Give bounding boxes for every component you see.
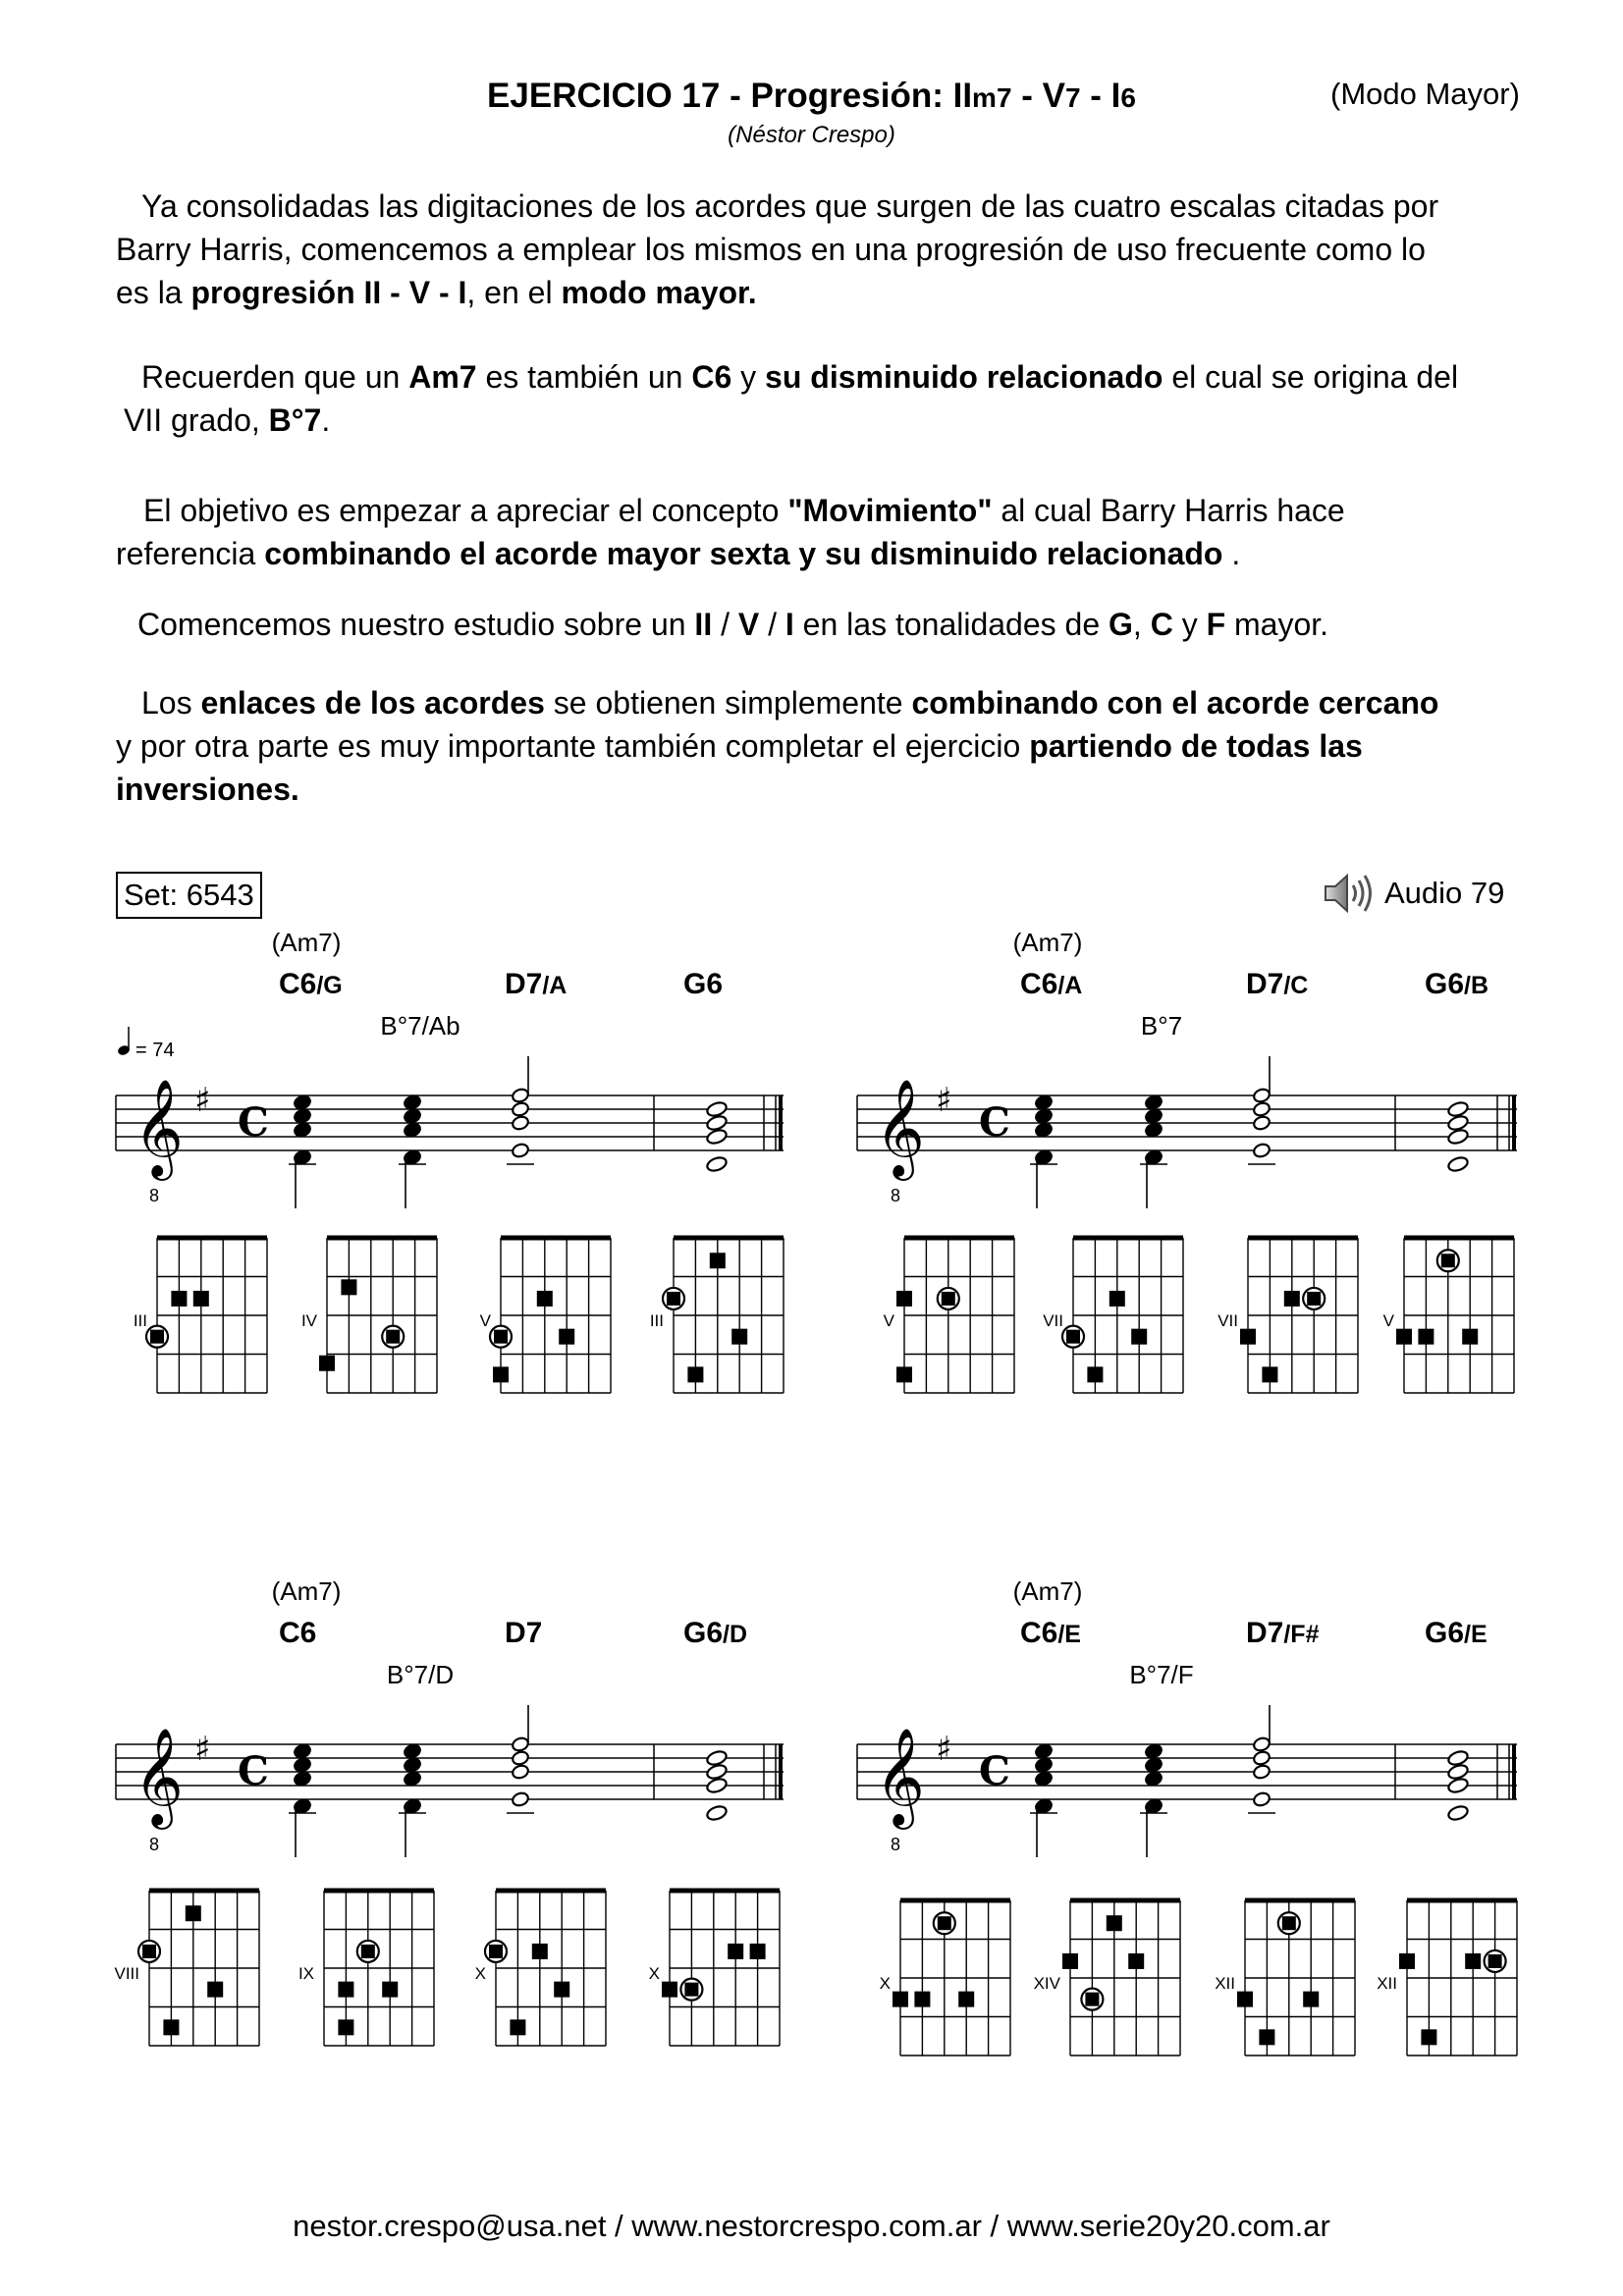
finger-dot (537, 1291, 553, 1307)
note-head (403, 1095, 421, 1111)
note-head (293, 1743, 311, 1760)
finger-dot (1085, 1993, 1099, 2006)
finger-dot (142, 1945, 156, 1958)
title-v: - V (1011, 77, 1065, 115)
octave-mark: 8 (149, 1835, 160, 1854)
note-head (1144, 1095, 1163, 1111)
bold-text: modo mayor. (561, 275, 757, 310)
finger-dot (1066, 1330, 1080, 1344)
note-head (706, 1777, 729, 1794)
bold-text: "Movimiento" (787, 493, 993, 528)
finger-dot (896, 1291, 912, 1307)
chord-alt-label: (Am7) (271, 1576, 342, 1606)
finger-dot (1062, 1953, 1078, 1969)
note-head (403, 1757, 421, 1774)
footer-links[interactable]: nestor.crespo@usa.net / www.nestorcrespo.com.ar / www.serie20y20.com.ar (293, 2209, 1330, 2243)
sharp-icon: ♯ (936, 1730, 952, 1769)
chord-diagram (1217, 1238, 1358, 1393)
chord-label (1425, 968, 1488, 1000)
finger-dot (559, 1329, 574, 1345)
finger-dot (1488, 1954, 1502, 1968)
sharp-icon: ♯ (936, 1081, 952, 1120)
note-head (293, 1771, 311, 1788)
finger-dot (710, 1253, 726, 1268)
fret-number: X (474, 1964, 486, 1984)
finger-dot (914, 1992, 930, 2007)
note-head (1034, 1743, 1053, 1760)
fret-number: V (883, 1311, 894, 1331)
music-system (116, 928, 784, 1208)
finger-dot (687, 1366, 703, 1382)
note-head (1144, 1743, 1163, 1760)
note-head (1447, 1749, 1470, 1767)
finger-dot (1237, 1992, 1253, 2007)
note-head (1252, 1750, 1271, 1767)
bold-text: progresión II - V - I (190, 275, 467, 310)
chord-label (683, 968, 723, 1000)
chord-root: C6 (1020, 968, 1058, 1000)
note-head (1252, 1736, 1271, 1753)
bold-text: G (1109, 607, 1133, 642)
music-system (857, 1576, 1517, 1857)
note-head (511, 1750, 529, 1767)
finger-dot (207, 1982, 223, 1998)
chord-root: G6 (1425, 1617, 1465, 1649)
audio-label: Audio 79 (1384, 876, 1505, 910)
note-head (511, 1088, 529, 1104)
bold-text: V (737, 607, 760, 642)
note-head (1144, 1757, 1163, 1774)
fret-number: XII (1215, 1974, 1235, 1994)
chord-bass: /C (1283, 972, 1309, 999)
note-head (706, 1100, 729, 1118)
text-segment: Barry Harris, comencemos a emplear los mismos en una progresión de uso frecuente como lo (116, 232, 1426, 267)
bold-text: I (784, 607, 794, 642)
time-signature: C (979, 1099, 1010, 1146)
chord-diagram (1383, 1238, 1514, 1393)
finger-dot (1421, 2029, 1436, 2045)
chord-root: C6 (279, 968, 317, 1000)
note-head (293, 1757, 311, 1774)
chord-bass: /E (1464, 1621, 1488, 1648)
note-head (403, 1771, 421, 1788)
finger-dot (1087, 1366, 1103, 1382)
dim-chord-label: B°7/Ab (380, 1011, 460, 1041)
bold-text: partiendo de todas las (1029, 728, 1363, 764)
chord-root: C6 (279, 1617, 317, 1649)
finger-dot (193, 1291, 209, 1307)
finger-dot (1240, 1329, 1256, 1345)
bold-text: Am7 (408, 359, 477, 395)
finger-dot (1282, 1916, 1296, 1930)
text-segment: VII grado, (124, 402, 269, 438)
note-head (1144, 1122, 1163, 1139)
bold-text: II (694, 607, 713, 642)
octave-mark: 8 (149, 1186, 160, 1205)
time-signature: C (979, 1748, 1010, 1794)
chord-root: D7 (1246, 968, 1284, 1000)
title-i: - I (1080, 77, 1121, 115)
text-segment: se obtienen simplemente (544, 685, 912, 721)
chord-diagram (301, 1238, 437, 1393)
chord-diagram (475, 1891, 606, 2046)
treble-clef-icon: 𝄞 (134, 1079, 184, 1177)
text-segment: . (321, 402, 331, 438)
finger-dot (1259, 2029, 1274, 2045)
finger-dot (163, 2019, 179, 2035)
finger-dot (662, 1982, 677, 1998)
dim-chord-label: B°7/D (386, 1660, 455, 1689)
note-head (706, 1114, 729, 1132)
chord-label (1425, 1617, 1488, 1649)
bold-text: combinando con el acorde cercano (911, 685, 1439, 721)
finger-dot (489, 1945, 503, 1958)
note-head (1447, 1100, 1470, 1118)
note-head (1252, 1791, 1271, 1808)
chord-diagram (1377, 1900, 1517, 2056)
text-segment: / (712, 607, 738, 642)
dim-chord-label: B°7 (1140, 1011, 1183, 1041)
chord-label (279, 1617, 316, 1649)
fret-number: XII (1377, 1974, 1397, 1994)
note-head (1447, 1777, 1470, 1794)
chord-root: G6 (683, 968, 724, 1000)
text-segment: Ya consolidadas las digitaciones de los acordes que surgen de las cuatro escalas citadas por (141, 188, 1439, 224)
note-head (1252, 1088, 1271, 1104)
note-head (511, 1101, 529, 1118)
text-segment: Comencemos nuestro estudio sobre un (137, 607, 695, 642)
note-head (1252, 1115, 1271, 1132)
finger-dot (731, 1329, 747, 1345)
note-head (1447, 1804, 1470, 1822)
chord-alt-label: (Am7) (271, 928, 342, 957)
finger-dot (554, 1982, 569, 1998)
fret-number: V (479, 1311, 491, 1331)
finger-dot (728, 1944, 743, 1959)
note-head (1447, 1155, 1470, 1173)
note-head (403, 1108, 421, 1125)
finger-dot (510, 2019, 525, 2035)
finger-dot (893, 1992, 908, 2007)
text-segment: el cual se origina del (1163, 359, 1459, 395)
dim-chord-label: B°7/F (1129, 1660, 1194, 1689)
chord-diagram (1043, 1238, 1183, 1393)
finger-dot (150, 1330, 164, 1344)
note-head (293, 1122, 311, 1139)
finger-dot (1303, 1992, 1319, 2007)
note-head (706, 1763, 729, 1781)
octave-mark: 8 (891, 1835, 901, 1854)
fret-number: X (879, 1974, 891, 1994)
note-head (706, 1804, 729, 1822)
bold-text: F (1206, 607, 1226, 642)
title-main: EJERCICIO 17 - Progresión: II (487, 77, 973, 115)
bold-text: C (1150, 607, 1173, 642)
time-signature: C (238, 1748, 269, 1794)
finger-dot (494, 1330, 508, 1344)
fret-number: X (648, 1964, 660, 1984)
bold-text: su disminuido relacionado (765, 359, 1163, 395)
fret-number: VII (1217, 1311, 1238, 1331)
note-head (1034, 1771, 1053, 1788)
chord-diagram (649, 1891, 780, 2046)
note-head (1144, 1771, 1163, 1788)
chord-diagram (114, 1891, 259, 2046)
chord-label (505, 1617, 542, 1649)
music-system (857, 928, 1517, 1208)
finger-dot (382, 1982, 398, 1998)
finger-dot (1396, 1329, 1412, 1345)
fret-number: VII (1043, 1311, 1063, 1331)
fret-number: III (133, 1311, 147, 1331)
note-head (1447, 1128, 1470, 1146)
chord-root: D7 (505, 968, 543, 1000)
bold-text: inversiones. (116, 772, 299, 807)
time-signature: C (238, 1099, 269, 1146)
text-segment: , (1132, 607, 1151, 642)
fret-number: VIII (114, 1964, 139, 1984)
finger-dot (1399, 1953, 1415, 1969)
chord-diagram (884, 1238, 1014, 1393)
finger-dot (1109, 1291, 1125, 1307)
chord-diagram (480, 1238, 611, 1393)
title-7: 7 (1064, 82, 1081, 113)
chord-bass: /D (723, 1621, 748, 1648)
chord-bass: /B (1464, 972, 1489, 999)
note-head (706, 1128, 729, 1146)
note-head (511, 1143, 529, 1159)
note-head (1034, 1108, 1053, 1125)
fret-number: IX (298, 1964, 314, 1984)
finger-dot (1418, 1329, 1434, 1345)
finger-dot (1462, 1329, 1478, 1345)
finger-dot (684, 1983, 698, 1997)
fret-number: III (649, 1311, 664, 1331)
note-head (511, 1736, 529, 1753)
mode-label: (Modo Mayor) (1330, 77, 1520, 111)
finger-dot (942, 1292, 955, 1306)
note-head (1252, 1101, 1271, 1118)
treble-clef-icon: 𝄞 (875, 1728, 925, 1826)
note-head (293, 1108, 311, 1125)
sharp-icon: ♯ (194, 1730, 211, 1769)
chord-diagram (134, 1238, 267, 1393)
fret-number: XIV (1033, 1974, 1060, 1994)
chord-root: G6 (1425, 968, 1465, 1000)
chord-diagram (298, 1891, 434, 2046)
text-segment: al cual Barry Harris hace (992, 493, 1345, 528)
note-head (403, 1122, 421, 1139)
chord-label (279, 968, 343, 1000)
title-m7: m7 (972, 82, 1012, 113)
text-segment: / (759, 607, 785, 642)
fret-number: IV (300, 1311, 317, 1331)
finger-dot (1107, 1915, 1122, 1931)
chord-bass: /G (316, 972, 343, 999)
set-label: Set: 6543 (116, 872, 262, 919)
note-head (1447, 1763, 1470, 1781)
text-segment: . (1222, 536, 1241, 571)
note-head (1144, 1108, 1163, 1125)
finger-dot (171, 1291, 187, 1307)
chord-bass: /A (1057, 972, 1083, 999)
title-6: 6 (1120, 82, 1136, 113)
chord-root: D7 (505, 1617, 543, 1649)
finger-dot (386, 1330, 400, 1344)
text-segment: en las tonalidades de (793, 607, 1109, 642)
finger-dot (319, 1356, 335, 1371)
chord-label (1020, 1617, 1081, 1649)
text-segment: Recuerden que un (141, 359, 409, 395)
finger-dot (1262, 1366, 1277, 1382)
chord-label (683, 1617, 747, 1649)
bold-text: B°7 (268, 402, 322, 438)
chord-diagram (1215, 1900, 1355, 2056)
chord-alt-label: (Am7) (1012, 1576, 1083, 1606)
note-head (1252, 1764, 1271, 1781)
note-head (1034, 1122, 1053, 1139)
chord-root: D7 (1246, 1617, 1284, 1649)
octave-mark: 8 (891, 1186, 901, 1205)
sharp-icon: ♯ (194, 1081, 211, 1120)
text-segment: y por otra parte es muy importante también completar el ejercicio (116, 728, 1030, 764)
chord-bass: /E (1057, 1621, 1081, 1648)
bold-text: combinando el acorde mayor sexta y su disminuido relacionado (264, 536, 1223, 571)
chord-label (1246, 1617, 1320, 1649)
finger-dot (1284, 1291, 1300, 1307)
note-head (511, 1764, 529, 1781)
finger-dot (186, 1905, 201, 1921)
note-head (1447, 1114, 1470, 1132)
finger-dot (361, 1945, 375, 1958)
finger-dot (958, 1992, 974, 2007)
note-head (403, 1743, 421, 1760)
text-segment: y (731, 359, 766, 395)
text-segment: es también un (476, 359, 692, 395)
text-segment: Los (141, 685, 201, 721)
note-head (706, 1749, 729, 1767)
finger-dot (1131, 1329, 1147, 1345)
text-segment: y (1172, 607, 1207, 642)
note-head (1034, 1757, 1053, 1774)
note-head (1034, 1095, 1053, 1111)
note-head (706, 1155, 729, 1173)
text-segment: El objetivo es empezar a apreciar el concepto (143, 493, 788, 528)
tempo-marking: = 74 (135, 1040, 175, 1061)
chord-label (1246, 968, 1308, 1000)
finger-dot (341, 1279, 356, 1295)
finger-dot (338, 2019, 353, 2035)
finger-dot (1441, 1254, 1455, 1267)
chord-diagram (650, 1238, 784, 1393)
note-head (293, 1095, 311, 1111)
note-head (511, 1115, 529, 1132)
treble-clef-icon: 𝄞 (875, 1079, 925, 1177)
finger-dot (1128, 1953, 1144, 1969)
fret-number: V (1382, 1311, 1394, 1331)
finger-dot (667, 1292, 680, 1306)
finger-dot (493, 1366, 509, 1382)
treble-clef-icon: 𝄞 (134, 1728, 184, 1826)
finger-dot (938, 1916, 951, 1930)
chord-root: C6 (1020, 1617, 1058, 1649)
chord-label (1020, 968, 1082, 1000)
text-segment: mayor. (1225, 607, 1329, 642)
chord-alt-label: (Am7) (1012, 928, 1083, 957)
finger-dot (532, 1944, 548, 1959)
chord-diagram (1034, 1900, 1180, 2056)
text-segment: referencia (116, 536, 265, 571)
bold-text: enlaces de los acordes (200, 685, 545, 721)
chord-root: G6 (683, 1617, 724, 1649)
bold-text: C6 (691, 359, 732, 395)
note-head (511, 1791, 529, 1808)
finger-dot (1307, 1292, 1321, 1306)
text-segment: , en el (466, 275, 562, 310)
music-system (116, 1576, 784, 1857)
chord-diagram (880, 1900, 1010, 2056)
finger-dot (1465, 1953, 1481, 1969)
author: (Néstor Crespo) (728, 122, 895, 148)
chord-label (505, 968, 567, 1000)
finger-dot (896, 1366, 912, 1382)
chord-bass: /A (542, 972, 568, 999)
finger-dot (338, 1982, 353, 1998)
chord-bass: /F# (1283, 1621, 1320, 1648)
text-segment: es la (116, 275, 191, 310)
note-head (1252, 1143, 1271, 1159)
finger-dot (750, 1944, 766, 1959)
